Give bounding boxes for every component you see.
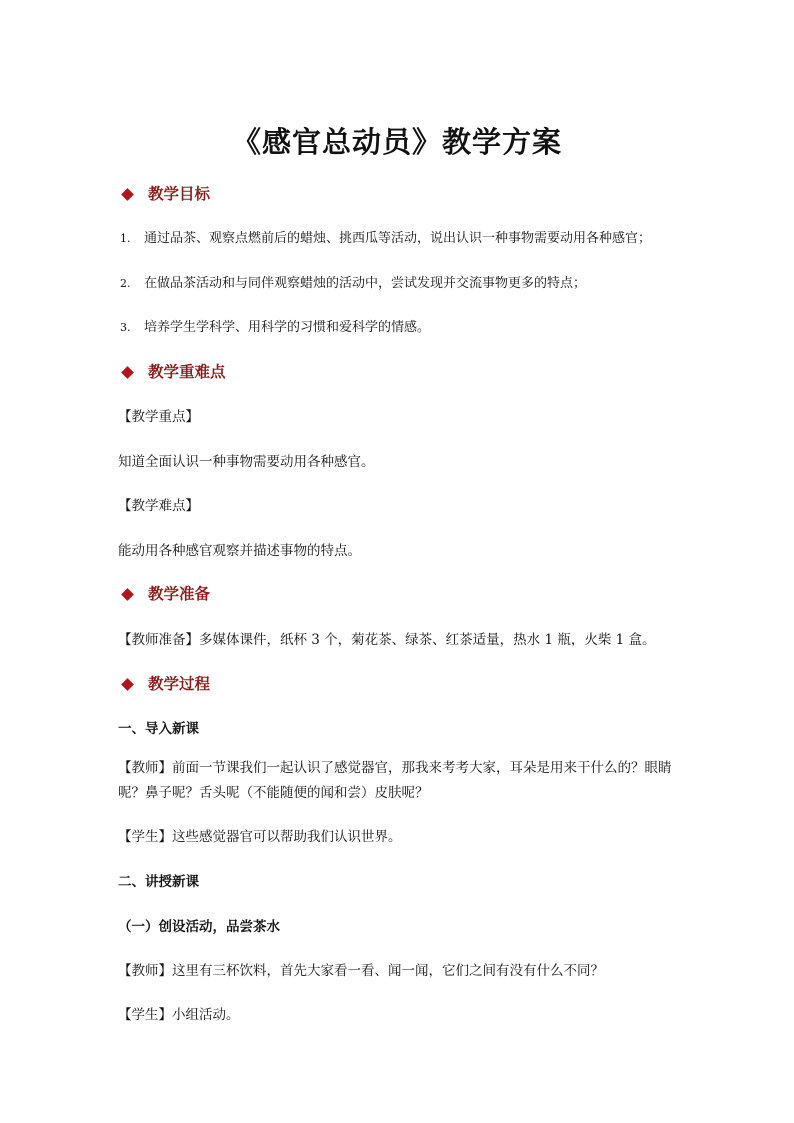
preparation-text: 【教师准备】多媒体课件，纸杯 3 个，菊花茶、绿茶、红茶适量，热水 1 瓶，火柴 1 盒。 bbox=[118, 632, 656, 648]
section-title: 教学目标 bbox=[148, 184, 211, 203]
goal-number: 2. bbox=[120, 277, 131, 290]
part2-title: 二、讲授新课 bbox=[118, 874, 199, 890]
diamond-bullet-icon bbox=[121, 678, 134, 691]
sub1-teacher-text: 【教师】这里有三杯饮料，首先大家看一看、闻一闻，它们之间有没有什么不同？ bbox=[118, 963, 604, 979]
section-process-heading bbox=[120, 673, 210, 695]
part1-student-text: 【学生】这些感觉器官可以帮助我们认识世界。 bbox=[118, 829, 402, 845]
difficulty-text: 能动用各种感官观察并描述事物的特点。 bbox=[118, 543, 361, 559]
goal-item-1 bbox=[120, 229, 680, 249]
section-key-points-heading bbox=[120, 361, 226, 383]
diamond-bullet-icon bbox=[121, 188, 134, 201]
sub1-title: （一）创设活动，品尝茶水 bbox=[118, 919, 280, 935]
difficulty-label: 【教学难点】 bbox=[118, 498, 199, 514]
goal-text: 通过品茶、观察点燃前后的蜡烛、挑西瓜等活动，说出认识一种事物需要动用各种感官； bbox=[144, 231, 652, 246]
focus-text: 知道全面认识一种事物需要动用各种感官。 bbox=[118, 454, 375, 470]
sub1-student-text: 【学生】小组活动。 bbox=[118, 1007, 240, 1023]
section-goals-heading bbox=[120, 183, 210, 205]
diamond-bullet-icon bbox=[121, 588, 134, 601]
focus-label: 【教学重点】 bbox=[118, 409, 199, 425]
goal-number: 3. bbox=[120, 321, 131, 334]
section-title: 教学重难点 bbox=[148, 362, 226, 381]
diamond-bullet-icon bbox=[121, 366, 134, 379]
section-preparation-heading bbox=[120, 583, 210, 605]
section-title: 教学准备 bbox=[148, 584, 211, 603]
goal-text: 在做品茶活动和与同伴观察蜡烛的活动中，尝试发现并交流事物更多的特点； bbox=[144, 276, 587, 291]
goal-text: 培养学生学科学、用科学的习惯和爱科学的情感。 bbox=[144, 320, 431, 335]
section-title: 教学过程 bbox=[148, 674, 211, 693]
document-title: 《感官总动员》教学方案 bbox=[231, 125, 562, 159]
goal-item-3 bbox=[120, 318, 680, 338]
goal-item-2 bbox=[120, 274, 680, 294]
part1-teacher-text: 【教师】前面一节课我们一起认识了感觉器官，那我来考考大家，耳朵是用来干什么的？眼睛呢？鼻子呢？舌头呢（不能随便的闻和尝）皮肤呢？ bbox=[118, 760, 672, 801]
part1-title: 一、导入新课 bbox=[118, 721, 199, 737]
goal-number: 1. bbox=[120, 232, 131, 245]
